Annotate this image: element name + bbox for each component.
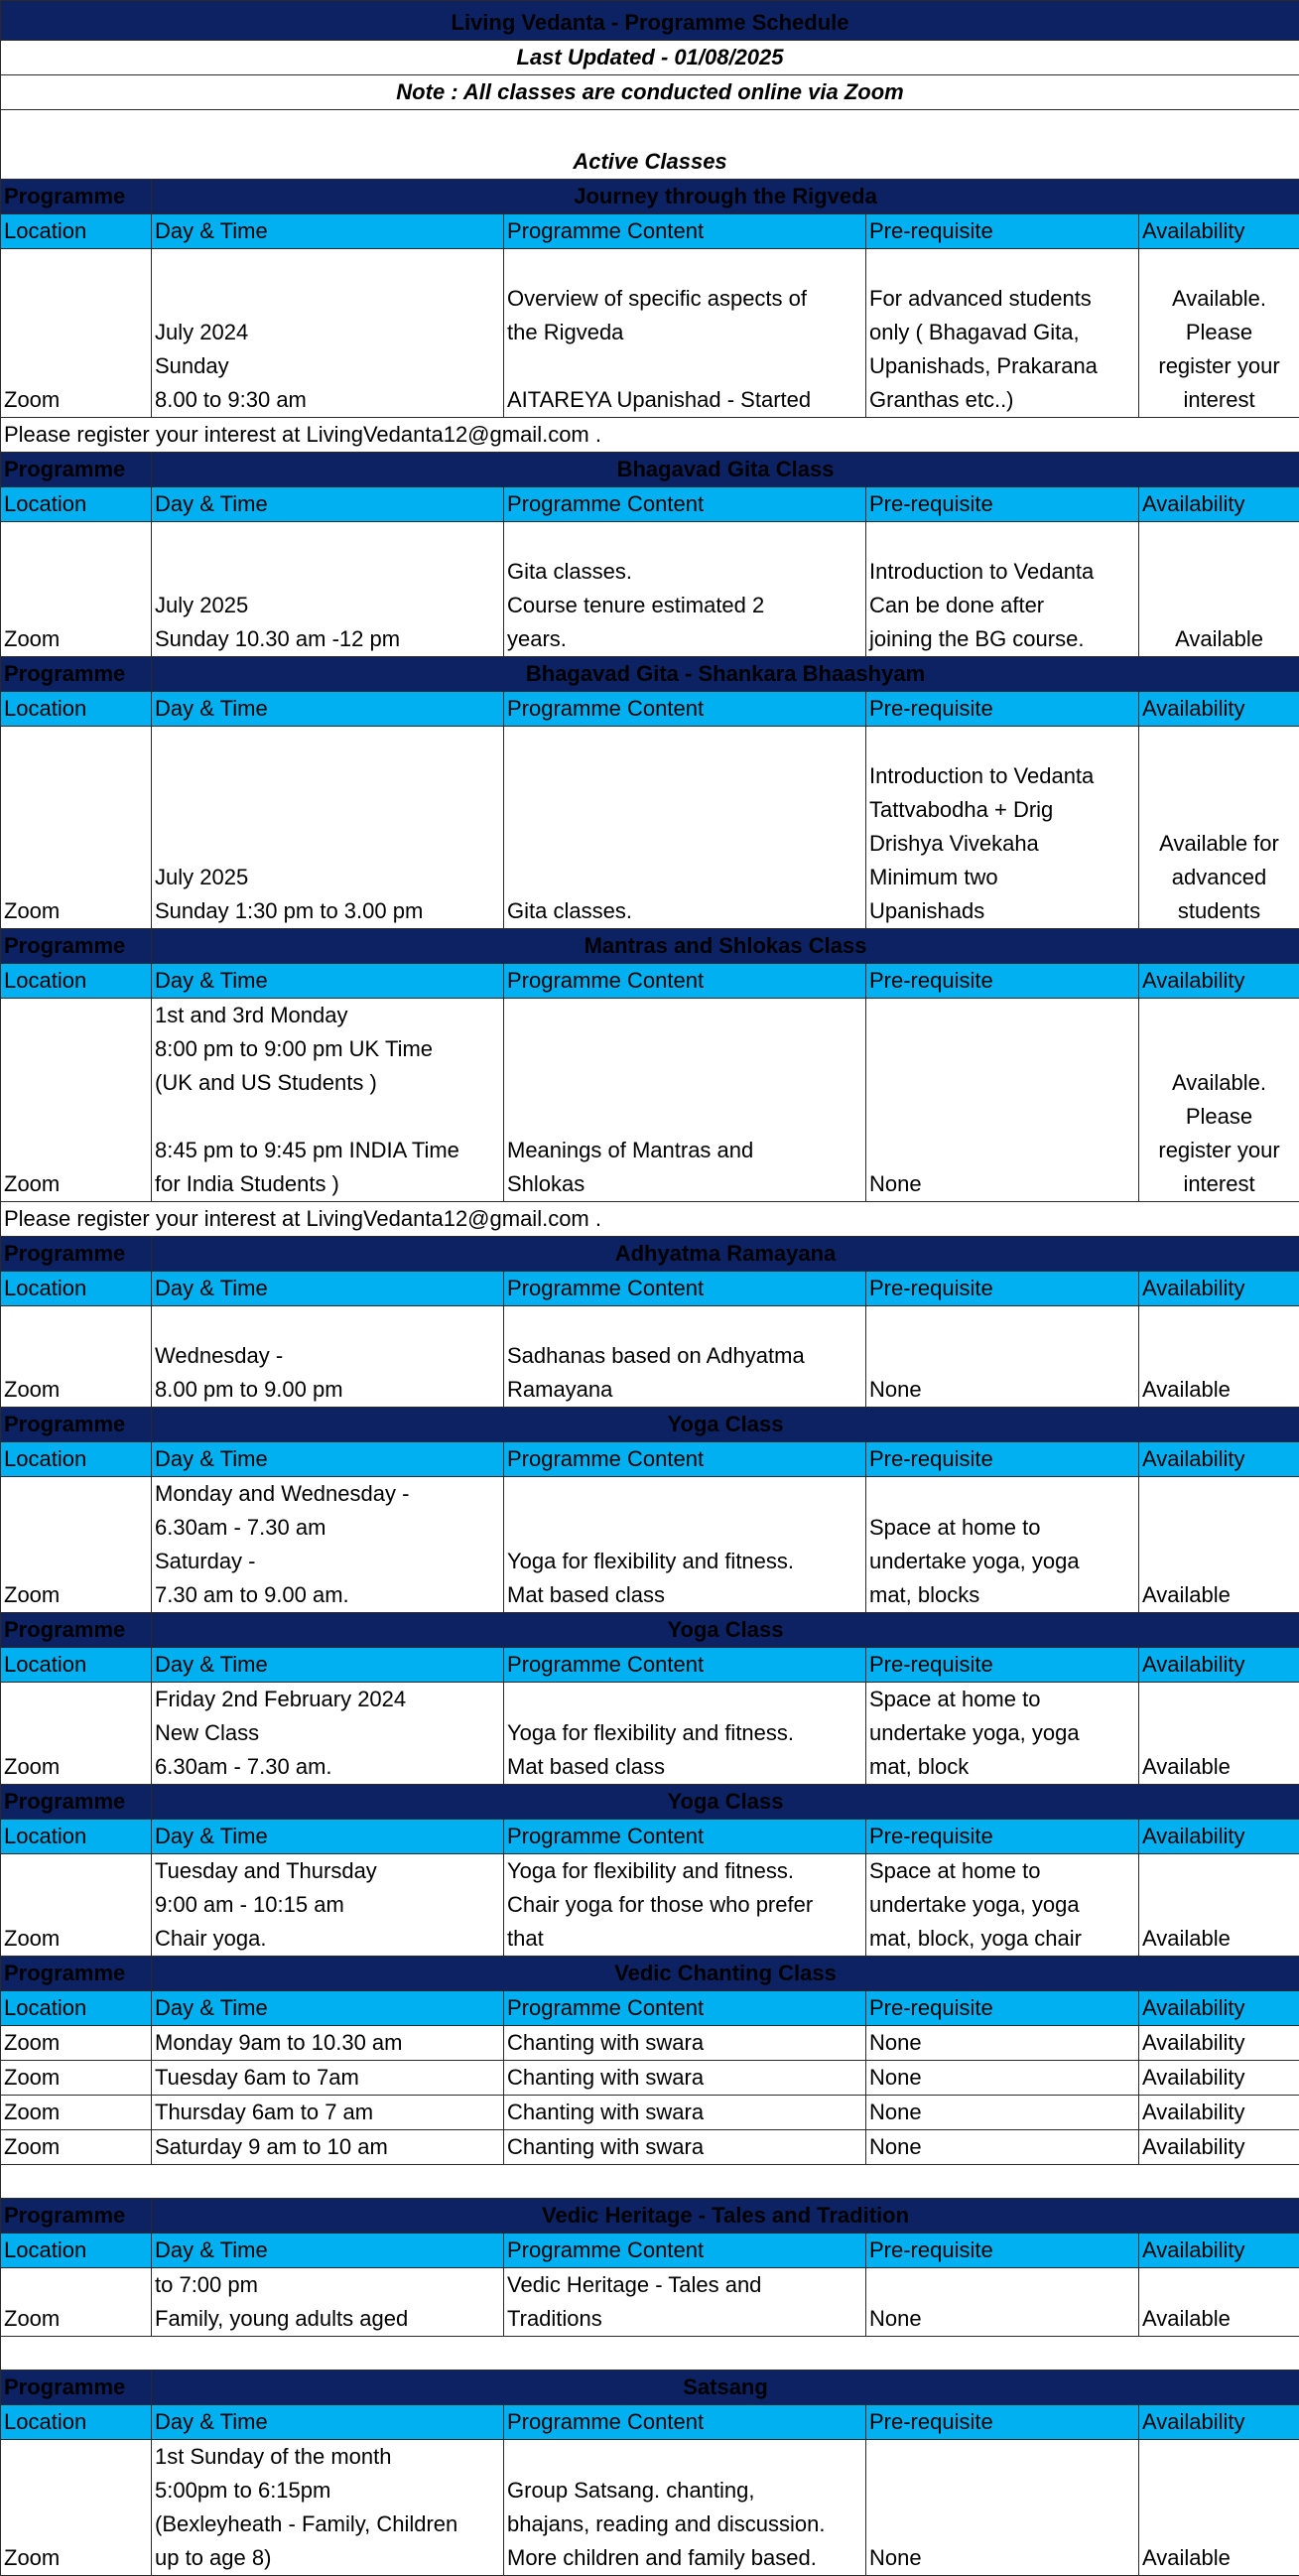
section-title: Active Classes bbox=[1, 110, 1299, 180]
col-header-content: Programme Content bbox=[504, 964, 866, 999]
content-cell bbox=[504, 1477, 866, 1613]
day-time-cell bbox=[152, 2268, 504, 2337]
col-header-day-time: Day & Time bbox=[152, 1820, 504, 1854]
col-header-content: Programme Content bbox=[504, 2405, 866, 2440]
programme-label: Programme bbox=[1, 1237, 152, 1272]
day-time-line: 5:00pm to 6:15pm bbox=[155, 2474, 500, 2508]
programme-label: Programme bbox=[1, 453, 152, 487]
col-header-prerequisite: Pre-requisite bbox=[866, 1648, 1139, 1683]
col-header-location: Location bbox=[1, 692, 152, 727]
content-cell bbox=[504, 1683, 866, 1785]
col-header-prerequisite: Pre-requisite bbox=[866, 2405, 1139, 2440]
col-header-location: Location bbox=[1, 2405, 152, 2440]
programme-label: Programme bbox=[1, 2199, 152, 2234]
col-header-day-time: Day & Time bbox=[152, 1991, 504, 2026]
col-header-availability: Availability bbox=[1139, 487, 1299, 522]
availability-cell bbox=[1139, 1306, 1299, 1408]
col-header-location: Location bbox=[1, 214, 152, 249]
content-line: years. bbox=[507, 622, 862, 656]
col-header-content: Programme Content bbox=[504, 487, 866, 522]
prerequisite-line: mat, block bbox=[869, 1750, 1135, 1784]
location-cell: Zoom bbox=[1, 2061, 152, 2096]
availability-cell bbox=[1139, 522, 1299, 657]
col-header-availability: Availability bbox=[1139, 692, 1299, 727]
prerequisite-line: Space at home to bbox=[869, 1854, 1135, 1888]
day-time-line: (Bexleyheath - Family, Children bbox=[155, 2508, 500, 2541]
col-header-prerequisite: Pre-requisite bbox=[866, 487, 1139, 522]
col-header-availability: Availability bbox=[1139, 2234, 1299, 2268]
programme-name-gita: Bhagavad Gita Class bbox=[152, 453, 1299, 487]
prerequisite-cell bbox=[866, 999, 1139, 1202]
programme-label: Programme bbox=[1, 929, 152, 964]
content-line: Shlokas bbox=[507, 1167, 862, 1201]
day-time-line: 8:45 pm to 9:45 pm INDIA Time bbox=[155, 1134, 500, 1167]
location-cell: Zoom bbox=[1, 2096, 152, 2130]
col-header-prerequisite: Pre-requisite bbox=[866, 214, 1139, 249]
availability: Available bbox=[1142, 1922, 1296, 1956]
prerequisite-line: Introduction to Vedanta bbox=[869, 759, 1135, 793]
prerequisite-line: joining the BG course. bbox=[869, 622, 1135, 656]
prerequisite-cell bbox=[866, 2440, 1139, 2576]
programme-name-heritage: Vedic Heritage - Tales and Tradition bbox=[152, 2199, 1299, 2234]
day-time-line: 9:00 am - 10:15 am bbox=[155, 1888, 500, 1922]
day-time-line: for India Students ) bbox=[155, 1167, 500, 1201]
day-time-line: Saturday - bbox=[155, 1545, 500, 1578]
availability-cell: Availability bbox=[1139, 2130, 1299, 2165]
prerequisite-line: Upanishads, Prakarana bbox=[869, 349, 1135, 383]
col-header-availability: Availability bbox=[1139, 964, 1299, 999]
col-header-day-time: Day & Time bbox=[152, 692, 504, 727]
day-time-line: Chair yoga. bbox=[155, 1922, 500, 1956]
content-line: Yoga for flexibility and fitness. bbox=[507, 1854, 862, 1888]
day-time-line: Sunday 10.30 am -12 pm bbox=[155, 622, 500, 656]
availability: Available bbox=[1142, 2302, 1296, 2336]
availability-cell bbox=[1139, 249, 1299, 418]
col-header-content: Programme Content bbox=[504, 1820, 866, 1854]
content-cell: Chanting with swara bbox=[504, 2061, 866, 2096]
day-time-line: Friday 2nd February 2024 bbox=[155, 1683, 500, 1716]
col-header-location: Location bbox=[1, 487, 152, 522]
col-header-availability: Availability bbox=[1139, 1991, 1299, 2026]
availability-line: Please bbox=[1142, 1100, 1296, 1134]
col-header-availability: Availability bbox=[1139, 1648, 1299, 1683]
day-time-line bbox=[155, 1100, 500, 1134]
register-note: Please register your interest at LivingVedanta12@gmail.com . bbox=[1, 1202, 1299, 1237]
col-header-prerequisite: Pre-requisite bbox=[866, 964, 1139, 999]
content-line: Chair yoga for those who prefer bbox=[507, 1888, 862, 1922]
col-header-day-time: Day & Time bbox=[152, 964, 504, 999]
day-time-line: July 2025 bbox=[155, 589, 500, 622]
programme-label: Programme bbox=[1, 1785, 152, 1820]
day-time-cell bbox=[152, 1477, 504, 1613]
prerequisite-line: undertake yoga, yoga bbox=[869, 1888, 1135, 1922]
availability-line: interest bbox=[1142, 1167, 1296, 1201]
prerequisite-cell: None bbox=[866, 2061, 1139, 2096]
content-line: AITAREYA Upanishad - Started bbox=[507, 383, 862, 417]
col-header-location: Location bbox=[1, 964, 152, 999]
availability-cell bbox=[1139, 1854, 1299, 1957]
content-line: Sadhanas based on Adhyatma bbox=[507, 1339, 862, 1373]
day-time-line: 8.00 to 9:30 am bbox=[155, 383, 500, 417]
content-cell bbox=[504, 1306, 866, 1408]
content-line: Mat based class bbox=[507, 1578, 862, 1612]
day-time-line: up to age 8) bbox=[155, 2541, 500, 2575]
content-line: Yoga for flexibility and fitness. bbox=[507, 1716, 862, 1750]
content-line: Course tenure estimated 2 bbox=[507, 589, 862, 622]
availability-line: Available. bbox=[1142, 282, 1296, 316]
location-cell: Zoom bbox=[1, 727, 152, 929]
col-header-content: Programme Content bbox=[504, 2234, 866, 2268]
availability-line: students bbox=[1142, 894, 1296, 928]
zoom-note: Note : All classes are conducted online via Zoom bbox=[1, 75, 1299, 110]
availability-cell bbox=[1139, 2440, 1299, 2576]
day-time-line: 8.00 pm to 9.00 pm bbox=[155, 1373, 500, 1407]
col-header-prerequisite: Pre-requisite bbox=[866, 1820, 1139, 1854]
programme-name-rigveda: Journey through the Rigveda bbox=[152, 180, 1299, 214]
location-cell: Zoom bbox=[1, 1306, 152, 1408]
content-cell bbox=[504, 2440, 866, 2576]
day-time-cell bbox=[152, 727, 504, 929]
content-line: bhajans, reading and discussion. bbox=[507, 2508, 862, 2541]
programme-name-vedic: Vedic Chanting Class bbox=[152, 1957, 1299, 1991]
content-line: Traditions bbox=[507, 2302, 862, 2336]
col-header-location: Location bbox=[1, 1442, 152, 1477]
day-time-line: Tuesday and Thursday bbox=[155, 1854, 500, 1888]
day-time-cell: Tuesday 6am to 7am bbox=[152, 2061, 504, 2096]
content-cell: Chanting with swara bbox=[504, 2026, 866, 2061]
location-cell: Zoom bbox=[1, 2130, 152, 2165]
prerequisite-cell bbox=[866, 1306, 1139, 1408]
programme-label: Programme bbox=[1, 657, 152, 692]
day-time-line: July 2024 bbox=[155, 316, 500, 349]
col-header-content: Programme Content bbox=[504, 692, 866, 727]
prerequisite-line: Space at home to bbox=[869, 1511, 1135, 1545]
col-header-location: Location bbox=[1, 1820, 152, 1854]
col-header-day-time: Day & Time bbox=[152, 2405, 504, 2440]
day-time-line: Sunday bbox=[155, 349, 500, 383]
availability-cell bbox=[1139, 1477, 1299, 1613]
prerequisite: None bbox=[869, 2541, 1135, 2575]
programme-name-yoga1: Yoga Class bbox=[152, 1408, 1299, 1442]
availability-line: register your bbox=[1142, 1134, 1296, 1167]
location-cell: Zoom bbox=[1, 522, 152, 657]
prerequisite-line: Minimum two bbox=[869, 861, 1135, 894]
programme-label: Programme bbox=[1, 2371, 152, 2405]
programme-name-shankara: Bhagavad Gita - Shankara Bhaashyam bbox=[152, 657, 1299, 692]
content-line: Overview of specific aspects of bbox=[507, 282, 862, 316]
availability-cell bbox=[1139, 999, 1299, 1202]
programme-label: Programme bbox=[1, 180, 152, 214]
availability-cell bbox=[1139, 1683, 1299, 1785]
prerequisite-line: For advanced students bbox=[869, 282, 1135, 316]
col-header-day-time: Day & Time bbox=[152, 487, 504, 522]
day-time-line: 1st and 3rd Monday bbox=[155, 999, 500, 1032]
content-line bbox=[507, 349, 862, 383]
day-time-cell bbox=[152, 1854, 504, 1957]
col-header-availability: Availability bbox=[1139, 2405, 1299, 2440]
day-time-line: New Class bbox=[155, 1716, 500, 1750]
programme-name-mantras: Mantras and Shlokas Class bbox=[152, 929, 1299, 964]
prerequisite-line: mat, block, yoga chair bbox=[869, 1922, 1135, 1956]
location-cell: Zoom bbox=[1, 2268, 152, 2337]
blank-row bbox=[1, 2337, 1299, 2371]
location-cell: Zoom bbox=[1, 1854, 152, 1957]
col-header-prerequisite: Pre-requisite bbox=[866, 1272, 1139, 1306]
prerequisite-line: Tattvabodha + Drig bbox=[869, 793, 1135, 827]
col-header-prerequisite: Pre-requisite bbox=[866, 1442, 1139, 1477]
availability-cell: Availability bbox=[1139, 2026, 1299, 2061]
day-time-line: 6.30am - 7.30 am bbox=[155, 1511, 500, 1545]
content-cell bbox=[504, 1854, 866, 1957]
col-header-location: Location bbox=[1, 1272, 152, 1306]
content-cell bbox=[504, 999, 866, 1202]
prerequisite-cell bbox=[866, 249, 1139, 418]
content-cell bbox=[504, 727, 866, 929]
availability-line: interest bbox=[1142, 383, 1296, 417]
content-line: More children and family based. bbox=[507, 2541, 862, 2575]
content-line: Group Satsang. chanting, bbox=[507, 2474, 862, 2508]
prerequisite-line: only ( Bhagavad Gita, bbox=[869, 316, 1135, 349]
location-cell: Zoom bbox=[1, 2440, 152, 2576]
col-header-content: Programme Content bbox=[504, 1442, 866, 1477]
day-time-cell bbox=[152, 522, 504, 657]
register-note: Please register your interest at LivingVedanta12@gmail.com . bbox=[1, 418, 1299, 453]
programme-label: Programme bbox=[1, 1613, 152, 1648]
content-cell bbox=[504, 249, 866, 418]
col-header-prerequisite: Pre-requisite bbox=[866, 692, 1139, 727]
prerequisite-cell bbox=[866, 2268, 1139, 2337]
content-line: Meanings of Mantras and bbox=[507, 1134, 862, 1167]
prerequisite-line: Can be done after bbox=[869, 589, 1135, 622]
day-time-cell: Monday 9am to 10.30 am bbox=[152, 2026, 504, 2061]
availability-cell bbox=[1139, 727, 1299, 929]
col-header-prerequisite: Pre-requisite bbox=[866, 2234, 1139, 2268]
content-line: Yoga for flexibility and fitness. bbox=[507, 1545, 862, 1578]
content-line: that bbox=[507, 1922, 862, 1956]
prerequisite-line: Upanishads bbox=[869, 894, 1135, 928]
page-title: Living Vedanta - Programme Schedule bbox=[1, 1, 1299, 41]
content-cell: Chanting with swara bbox=[504, 2130, 866, 2165]
programme-rows bbox=[1, 180, 1299, 2576]
col-header-day-time: Day & Time bbox=[152, 2234, 504, 2268]
col-header-day-time: Day & Time bbox=[152, 1648, 504, 1683]
col-header-day-time: Day & Time bbox=[152, 1272, 504, 1306]
col-header-location: Location bbox=[1, 1648, 152, 1683]
content-line: Mat based class bbox=[507, 1750, 862, 1784]
location-cell: Zoom bbox=[1, 2026, 152, 2061]
day-time-cell bbox=[152, 249, 504, 418]
prerequisite-cell bbox=[866, 522, 1139, 657]
availability: Available bbox=[1142, 622, 1296, 656]
day-time-line: July 2025 bbox=[155, 861, 500, 894]
programme-name-satsang: Satsang bbox=[152, 2371, 1299, 2405]
prerequisite-cell bbox=[866, 727, 1139, 929]
day-time-line: Wednesday - bbox=[155, 1339, 500, 1373]
day-time-line: Sunday 1:30 pm to 3.00 pm bbox=[155, 894, 500, 928]
day-time-cell: Thursday 6am to 7 am bbox=[152, 2096, 504, 2130]
day-time-line: (UK and US Students ) bbox=[155, 1066, 500, 1100]
col-header-location: Location bbox=[1, 1991, 152, 2026]
availability-line: Please bbox=[1142, 316, 1296, 349]
prerequisite-line: Space at home to bbox=[869, 1683, 1135, 1716]
content-line: Ramayana bbox=[507, 1373, 862, 1407]
col-header-availability: Availability bbox=[1139, 1820, 1299, 1854]
col-header-prerequisite: Pre-requisite bbox=[866, 1991, 1139, 2026]
day-time-cell bbox=[152, 999, 504, 1202]
prerequisite-line: Introduction to Vedanta bbox=[869, 555, 1135, 589]
col-header-availability: Availability bbox=[1139, 1272, 1299, 1306]
day-time-cell bbox=[152, 2440, 504, 2576]
availability: Available bbox=[1142, 1373, 1296, 1407]
day-time-cell bbox=[152, 1306, 504, 1408]
content: Gita classes. bbox=[507, 894, 862, 928]
availability-cell bbox=[1139, 2268, 1299, 2337]
prerequisite-line: mat, blocks bbox=[869, 1578, 1135, 1612]
availability-line: advanced bbox=[1142, 861, 1296, 894]
prerequisite-line: undertake yoga, yoga bbox=[869, 1716, 1135, 1750]
col-header-location: Location bbox=[1, 2234, 152, 2268]
prerequisite-cell: None bbox=[866, 2130, 1139, 2165]
availability-line: Available for bbox=[1142, 827, 1296, 861]
programme-label: Programme bbox=[1, 1957, 152, 1991]
content-cell bbox=[504, 522, 866, 657]
col-header-availability: Availability bbox=[1139, 214, 1299, 249]
availability: Available bbox=[1142, 1750, 1296, 1784]
prerequisite-cell bbox=[866, 1477, 1139, 1613]
content-cell bbox=[504, 2268, 866, 2337]
availability-line: register your bbox=[1142, 349, 1296, 383]
col-header-content: Programme Content bbox=[504, 214, 866, 249]
day-time-line: Family, young adults aged bbox=[155, 2302, 500, 2336]
programme-name-yoga3: Yoga Class bbox=[152, 1785, 1299, 1820]
content-line: Vedic Heritage - Tales and bbox=[507, 2268, 862, 2302]
prerequisite-cell bbox=[866, 1683, 1139, 1785]
availability-line: Available. bbox=[1142, 1066, 1296, 1100]
col-header-content: Programme Content bbox=[504, 1648, 866, 1683]
programme-name-yoga2: Yoga Class bbox=[152, 1613, 1299, 1648]
programme-label: Programme bbox=[1, 1408, 152, 1442]
prerequisite: None bbox=[869, 1167, 1135, 1201]
location-cell: Zoom bbox=[1, 999, 152, 1202]
prerequisite-cell bbox=[866, 1854, 1139, 1957]
col-header-day-time: Day & Time bbox=[152, 1442, 504, 1477]
last-updated: Last Updated - 01/08/2025 bbox=[1, 41, 1299, 75]
day-time-line: 7.30 am to 9.00 am. bbox=[155, 1578, 500, 1612]
day-time-cell: Saturday 9 am to 10 am bbox=[152, 2130, 504, 2165]
location-cell: Zoom bbox=[1, 249, 152, 418]
prerequisite-line: undertake yoga, yoga bbox=[869, 1545, 1135, 1578]
col-header-content: Programme Content bbox=[504, 1991, 866, 2026]
content-line: the Rigveda bbox=[507, 316, 862, 349]
content-line: Gita classes. bbox=[507, 555, 862, 589]
prerequisite-cell: None bbox=[866, 2026, 1139, 2061]
blank-row bbox=[1, 2165, 1299, 2199]
col-header-content: Programme Content bbox=[504, 1272, 866, 1306]
day-time-line: 1st Sunday of the month bbox=[155, 2440, 500, 2474]
prerequisite: None bbox=[869, 2302, 1135, 2336]
day-time-line: Monday and Wednesday - bbox=[155, 1477, 500, 1511]
prerequisite-line: Drishya Vivekaha bbox=[869, 827, 1135, 861]
col-header-availability: Availability bbox=[1139, 1442, 1299, 1477]
location-cell: Zoom bbox=[1, 1683, 152, 1785]
availability-cell: Availability bbox=[1139, 2096, 1299, 2130]
day-time-line: to 7:00 pm bbox=[155, 2268, 500, 2302]
prerequisite-cell: None bbox=[866, 2096, 1139, 2130]
programme-name-ramayana: Adhyatma Ramayana bbox=[152, 1237, 1299, 1272]
availability: Available bbox=[1142, 1578, 1296, 1612]
availability-cell: Availability bbox=[1139, 2061, 1299, 2096]
prerequisite: None bbox=[869, 1373, 1135, 1407]
day-time-cell bbox=[152, 1683, 504, 1785]
col-header-day-time: Day & Time bbox=[152, 214, 504, 249]
content-cell: Chanting with swara bbox=[504, 2096, 866, 2130]
prerequisite-line: Granthas etc..) bbox=[869, 383, 1135, 417]
day-time-line: 8:00 pm to 9:00 pm UK Time bbox=[155, 1032, 500, 1066]
day-time-line: 6.30am - 7.30 am. bbox=[155, 1750, 500, 1784]
location-cell: Zoom bbox=[1, 1477, 152, 1613]
availability: Available bbox=[1142, 2541, 1296, 2575]
